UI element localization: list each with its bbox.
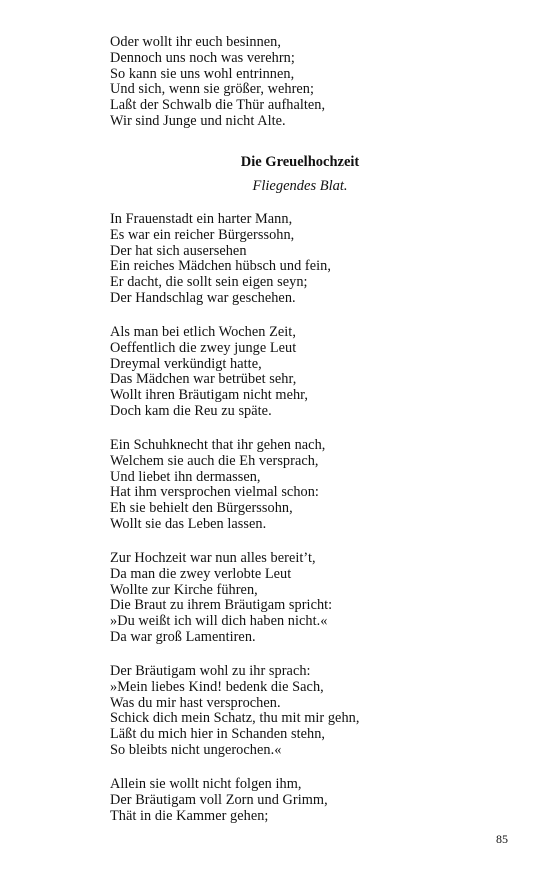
- poem-line: Da man die zwey verlobte Leut: [110, 565, 292, 582]
- poem-line: Da war groß Lamentiren.: [110, 628, 256, 645]
- poem-line: Der Bräutigam voll Zorn und Grimm,: [110, 791, 328, 808]
- poem-line: Läßt du mich hier in Schanden stehn,: [110, 726, 326, 743]
- stanza-2: [110, 325, 308, 420]
- poem-line: Als man bei etlich Wochen Zeit,: [110, 324, 296, 340]
- poem-line: Er dacht, die sollt sein eigen seyn;: [110, 274, 308, 291]
- poem-line: Oeffentlich die zwey junge Leut: [110, 339, 297, 356]
- poem-line: Ein Schuhknecht that ihr gehen nach,: [110, 437, 326, 453]
- poem-line: Wollte zur Kirche führen,: [110, 581, 258, 598]
- poem-line: Doch kam die Reu zu späte.: [110, 402, 272, 419]
- stanza-3: [110, 438, 325, 533]
- poem-line: Wollt sie das Leben lassen.: [110, 515, 267, 532]
- poem-title: Die Greuelhochzeit: [240, 154, 360, 170]
- stanza-1: [110, 212, 331, 307]
- poem-line: Welchem sie auch die Eh versprach,: [110, 452, 319, 469]
- poem-line: Wollt ihren Bräutigam nicht mehr,: [110, 387, 309, 404]
- poem-line: Und liebet ihn dermassen,: [110, 468, 261, 485]
- poem-line: Dennoch uns noch was verehrn;: [110, 49, 295, 66]
- poem-line: Laßt der Schwalb die Thür aufhalten,: [110, 97, 326, 114]
- stanza-intro: [110, 35, 325, 130]
- poem-line: Und sich, wenn sie größer, wehren;: [110, 81, 315, 98]
- poem-line: Der Handschlag war geschehen.: [110, 289, 296, 306]
- poem-line: Dreymal verkündigt hatte,: [110, 355, 262, 372]
- poem-line: Das Mädchen war betrübet sehr,: [110, 371, 297, 388]
- poem-line: Thät in die Kammer gehen;: [110, 807, 269, 824]
- poem-line: Schick dich mein Schatz, thu mit mir gehn,: [110, 710, 360, 727]
- poem-line: Was du mir hast versprochen.: [110, 694, 281, 711]
- stanza-5: [110, 664, 359, 759]
- poem-line: »Mein liebes Kind! bedenk die Sach,: [110, 678, 324, 695]
- stanza-6: [110, 777, 328, 824]
- poem-line: Oder wollt ihr euch besinnen,: [110, 34, 281, 50]
- poem-line: Allein sie wollt nicht folgen ihm,: [110, 776, 302, 792]
- poem-line: So bleibts nicht ungerochen.«: [110, 741, 282, 758]
- poem-line: In Frauenstadt ein harter Mann,: [110, 211, 293, 227]
- page-number: 85: [496, 832, 508, 846]
- poem-line: »Du weißt ich will dich haben nicht.«: [110, 613, 328, 630]
- poem-line: Ein reiches Mädchen hübsch und fein,: [110, 258, 331, 275]
- poem-line: Der Bräutigam wohl zu ihr sprach:: [110, 663, 311, 679]
- poem-line: Hat ihm versprochen vielmal schon:: [110, 484, 319, 501]
- poem-line: So kann sie uns wohl entrinnen,: [110, 65, 295, 82]
- poem-line: Zur Hochzeit war nun alles bereit’t,: [110, 550, 316, 566]
- stanza-4: [110, 551, 332, 646]
- poem-line: Eh sie behielt den Bürgerssohn,: [110, 500, 293, 517]
- poem-line: Die Braut zu ihrem Bräutigam spricht:: [110, 597, 333, 614]
- poem-line: Wir sind Junge und nicht Alte.: [110, 112, 286, 129]
- poem-line: Der hat sich ausersehen: [110, 242, 247, 259]
- poem-line: Es war ein reicher Bürgerssohn,: [110, 226, 295, 243]
- poem-subtitle: Fliegendes Blat.: [252, 178, 348, 194]
